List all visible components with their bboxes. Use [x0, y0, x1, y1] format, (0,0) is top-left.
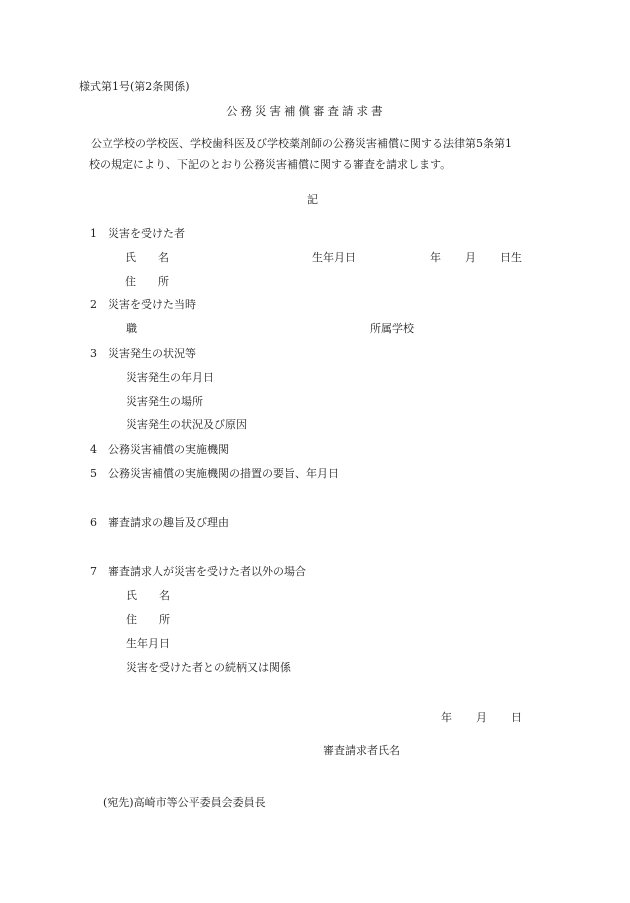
section-label: 災害を受けた者 [108, 227, 185, 240]
section-number: 2 [90, 298, 97, 311]
field-label-address: 住 所 [125, 275, 169, 288]
field-label-requester-address: 住 所 [126, 613, 170, 626]
field-label-birth: 生年月日 [312, 251, 356, 264]
addressee: (宛先)高崎市等公平委員会委員長 [103, 796, 266, 809]
requester-name-label: 審査請求者氏名 [323, 744, 400, 757]
field-label-cause: 災害発生の状況及び原因 [126, 418, 247, 431]
field-unit-year: 年 [430, 251, 441, 264]
section-number: 4 [90, 443, 97, 456]
form-id: 様式第1号(第2条関係) [79, 80, 190, 93]
section-label: 審査請求の趣旨及び理由 [108, 516, 229, 529]
field-label-date: 災害発生の年月日 [126, 371, 214, 384]
section-number: 5 [90, 467, 97, 480]
field-label-requester-birth: 生年月日 [126, 637, 170, 650]
intro-line-2: 校の規定により、下記のとおり公務災害補償に関する審査を請求します。 [89, 158, 452, 171]
ki-heading: 記 [307, 193, 318, 206]
field-label-school: 所属学校 [370, 322, 414, 335]
section-label: 公務災害補償の実施機関の措置の要旨、年月日 [108, 467, 339, 480]
field-label-requester-name: 氏 名 [126, 589, 170, 602]
section-number: 3 [90, 347, 97, 360]
field-label-name: 氏 名 [125, 251, 169, 264]
section-label: 審査請求人が災害を受けた者以外の場合 [108, 565, 306, 578]
field-label-relation: 災害を受けた者との続柄又は関係 [126, 661, 291, 674]
field-unit-day: 日生 [500, 251, 522, 264]
field-label-job: 職 [126, 322, 137, 335]
date-unit-year: 年 [441, 711, 452, 724]
date-unit-day: 日 [511, 711, 522, 724]
section-number: 7 [90, 565, 97, 578]
section-label: 公務災害補償の実施機関 [108, 443, 229, 456]
section-label: 災害を受けた当時 [108, 298, 196, 311]
section-number: 1 [90, 227, 97, 240]
field-label-place: 災害発生の場所 [126, 395, 203, 408]
section-label: 災害発生の状況等 [108, 347, 196, 360]
page-title: 公務災害補償審査請求書 [226, 104, 386, 118]
date-unit-month: 月 [476, 711, 487, 724]
intro-line-1: 公立学校の学校医、学校歯科医及び学校薬剤師の公務災害補償に関する法律第5条第1 [91, 137, 512, 150]
section-number: 6 [90, 516, 97, 529]
field-unit-month: 月 [465, 251, 476, 264]
